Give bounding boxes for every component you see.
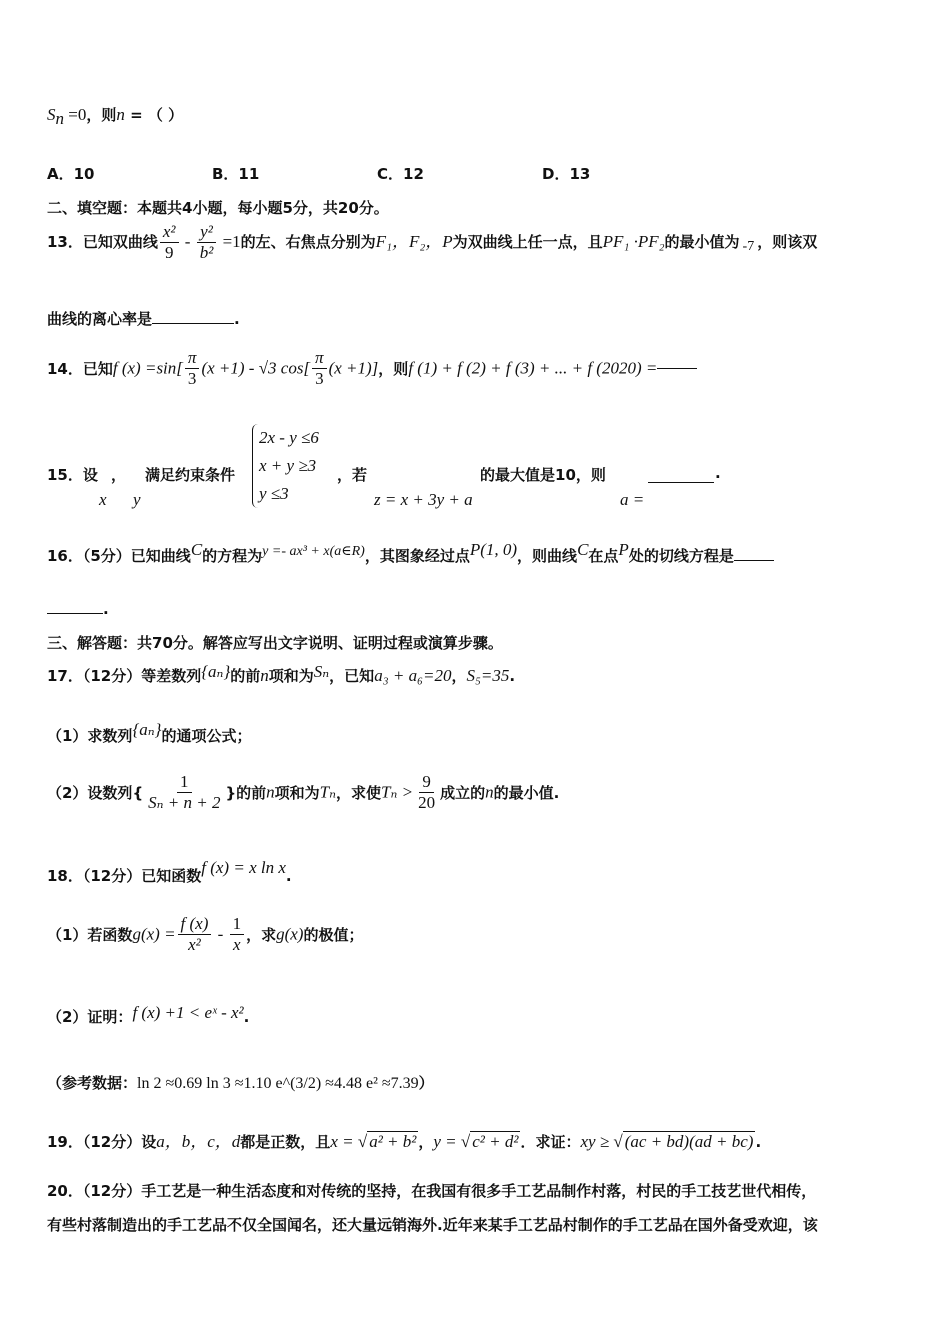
q19-text2: ．求证： xyxy=(520,1133,581,1151)
q16-text2: ，其图象经过点 xyxy=(364,547,470,565)
q15-x: x xyxy=(99,490,107,509)
q18-p2-ineq: f (x) +1 < eˣ - x² xyxy=(132,1003,244,1022)
section-2-heading: 二、填空题：本题共4小题，每小题5分，共20分。 xyxy=(47,199,389,217)
q17-p2-e: 成立的 xyxy=(440,784,486,802)
q16-C: C xyxy=(190,540,203,559)
q13-frac-y xyxy=(197,222,217,263)
q18-end: . xyxy=(285,867,292,885)
q19-x-radicand: a² + b² xyxy=(369,1132,417,1151)
q17-cond2: S₅=35 xyxy=(466,666,510,685)
question-19 xyxy=(47,1127,761,1152)
q15-text3: 的最大值是10，则 xyxy=(480,466,606,484)
q14-pi2-num: π xyxy=(312,348,327,369)
q16-text3: ，则曲线 xyxy=(517,547,578,565)
option-d: D．13 xyxy=(542,165,591,183)
q18-f: f (x) = x ln x xyxy=(201,858,286,877)
q13-frac-x-den: 9 xyxy=(164,243,174,262)
q18-p1-b: ，求 xyxy=(246,926,277,944)
q16-end: . xyxy=(103,600,109,618)
q13-end: . xyxy=(234,310,240,328)
q17-p1-tail: 的通项公式； xyxy=(161,727,252,745)
q16-P: P(1, 0) xyxy=(469,540,518,559)
q17-num: 17．（12分）等差数列 xyxy=(47,667,202,685)
q17-p2-text: （2）设数列{ xyxy=(47,784,144,802)
q16-C2: C xyxy=(577,540,589,559)
q18-gx: g(x) xyxy=(276,924,304,944)
q14-pi1-num: π xyxy=(185,348,200,369)
q16-line2 xyxy=(47,600,109,618)
q13-frac-x-num: x² xyxy=(160,222,179,243)
q15-constraint-system xyxy=(252,424,323,508)
q19-ineq-radical: √ xyxy=(613,1132,623,1151)
q13-text4: ，则该双 xyxy=(757,233,818,251)
question-20-line-1: 20．（12分）手工艺是一种生活态度和对传统的坚持，在我国有很多手工艺品制作村落，村民的手工技艺世代相传， xyxy=(47,1182,817,1200)
q14-blank[interactable] xyxy=(657,368,697,369)
q18-num: 18．（12分）已知函数 xyxy=(47,867,202,885)
q17-p2-b: }的前 xyxy=(225,784,267,802)
math-n: n xyxy=(116,105,125,124)
q13-text3: 的最小值为 xyxy=(664,233,740,251)
question-20-line-2: 有些村落制造出的手工艺品不仅全国闻名，还大量远销海外.近年来某手工艺品村制作的手工艺品在国外备受欢迎，该 xyxy=(47,1216,818,1234)
q19-num: 19．（12分）设 xyxy=(47,1133,157,1151)
q13-line2 xyxy=(47,308,240,329)
q13-frac-x xyxy=(160,222,179,263)
q18-g-frac1 xyxy=(178,914,212,955)
q17-p2-frac2 xyxy=(415,772,438,813)
q14-frac-pi-1 xyxy=(185,348,200,389)
q18-g-frac1-num: f (x) xyxy=(178,914,212,935)
paren: = （ ） xyxy=(124,106,184,124)
q14-frac-pi-2 xyxy=(312,348,327,389)
q19-y: y = xyxy=(433,1132,461,1151)
q14-f3: (x +1)] xyxy=(328,358,379,378)
q13-dot: PF₁ ·PF₂ xyxy=(602,232,665,251)
q13-eq1: =1 xyxy=(218,232,241,251)
q14-pi2-den: 3 xyxy=(315,369,324,388)
q17-p2-d: ，求使 xyxy=(336,784,382,802)
q15-a: a = xyxy=(620,490,645,509)
q17-p2-n: n xyxy=(266,782,275,802)
q17-n: n xyxy=(260,666,269,685)
q13-num: 13．已知双曲线 xyxy=(47,233,158,251)
q18-ref-end: ） xyxy=(418,1074,434,1092)
q17-p2-T: Tₙ xyxy=(319,782,337,802)
q14-text: ，则 xyxy=(378,360,409,378)
q13-text2: 为双曲线上任一点，且 xyxy=(452,233,603,251)
q13-text1: 的左、右焦点分别为 xyxy=(240,233,376,251)
q15-text1: 满足约束条件 xyxy=(145,466,236,484)
q19-y-radical: √ xyxy=(460,1132,471,1151)
q16-blank-2[interactable] xyxy=(47,613,103,614)
q13-foci: F₁，F₂，P xyxy=(375,232,453,251)
q19-vars: a，b，c，d xyxy=(156,1132,241,1151)
q14-f2: (x +1) - √3 cos[ xyxy=(201,358,311,378)
q19-y-radicand: c² + d² xyxy=(472,1132,519,1151)
q18-g-frac2-den: x xyxy=(233,935,241,954)
q19-x-radical: √ xyxy=(357,1132,368,1151)
q17-p2-ineq: Tₙ > xyxy=(381,782,414,802)
q18-part-2 xyxy=(47,1003,249,1027)
q15-end: . xyxy=(715,464,721,482)
question-17 xyxy=(47,662,515,686)
q17-p2-n2: n xyxy=(485,782,494,802)
math-S: S xyxy=(47,105,56,124)
q14-sum: f (1) + f (2) + f (3) + ... + f (2020) = xyxy=(408,358,658,378)
q15-y: y xyxy=(133,490,141,509)
q19-x: x = xyxy=(330,1132,358,1151)
q13-blank[interactable] xyxy=(152,323,234,324)
q17-end: . xyxy=(509,667,516,685)
q17-text2: 项和为 xyxy=(268,667,314,685)
q15-blank[interactable] xyxy=(648,464,714,483)
q15-text2: ，若 xyxy=(337,466,368,484)
q18-g-frac1-den: x² xyxy=(188,935,201,954)
q17-Sn: Sₙ xyxy=(313,662,330,681)
q17-p2-frac xyxy=(145,772,223,813)
q13-frac-y-num: y² xyxy=(197,222,216,243)
q15-num: 15．设 xyxy=(47,466,98,484)
q17-an: {aₙ} xyxy=(201,662,231,681)
q19-ineq-radicand: (ac + bd)(ad + bc) xyxy=(624,1132,754,1151)
q18-reference xyxy=(47,1072,434,1093)
q17-p1-text: （1）求数列 xyxy=(47,727,133,745)
q17-p2-frac2-num: 9 xyxy=(419,772,434,793)
q18-g-frac2-num: 1 xyxy=(230,914,245,935)
q18-g-frac2 xyxy=(230,914,245,955)
q17-p2-c: 项和为 xyxy=(274,784,320,802)
q18-p2-end: . xyxy=(243,1008,250,1026)
q17-p2-frac2-den: 20 xyxy=(418,793,436,812)
q14-pi1-den: 3 xyxy=(187,369,197,388)
q15-constraint-2: x + y ≥3 xyxy=(259,456,317,475)
q15-constraint-1: 2x - y ≤6 xyxy=(259,428,319,447)
q17-p2-frac-num: 1 xyxy=(177,772,192,793)
q18-gminus: - xyxy=(213,924,228,944)
q17-text3: ，已知 xyxy=(329,667,375,685)
q17-text1: 的前 xyxy=(230,667,261,685)
q19-end: . xyxy=(755,1133,762,1151)
q17-cond1: a₃ + a₆=20 xyxy=(374,666,452,685)
question-14 xyxy=(47,348,697,389)
q16-text5: 处的切线方程是 xyxy=(628,547,734,565)
q17-part-2 xyxy=(47,772,559,813)
q18-p1-text: （1）若函数 xyxy=(47,926,133,944)
q17-p2-f: 的最小值. xyxy=(493,784,560,802)
question-18 xyxy=(47,858,292,886)
q15-comma1: ， xyxy=(111,466,127,484)
q13-line2-text: 曲线的离心率是 xyxy=(47,310,153,328)
q18-p2-text: （2）证明： xyxy=(47,1008,133,1026)
section-3-heading: 三、解答题：共70分。解答应写出文字说明、证明过程或演算步骤。 xyxy=(47,634,503,652)
q16-eq: y =- ax³ + x(a∈R) xyxy=(262,544,365,559)
q14-f1: f (x) =sin[ xyxy=(112,358,183,378)
q17-comma: ， xyxy=(451,667,467,685)
option-c: C．12 xyxy=(377,165,424,183)
q19-ineq: xy ≥ xyxy=(580,1132,614,1151)
q15-constraint-3: y ≤3 xyxy=(259,484,289,503)
q16-text4: 在点 xyxy=(588,547,619,565)
q18-ref-label: （参考数据： xyxy=(47,1074,138,1092)
q16-num: 16．（5分）已知曲线 xyxy=(47,547,191,565)
q17-p2-frac-den: Sₙ + n + 2 xyxy=(148,793,221,812)
question-13 xyxy=(47,222,817,263)
q17-p1-an: {aₙ} xyxy=(132,720,162,739)
q13-minus: - xyxy=(180,232,195,251)
q19-text1: 都是正数，且 xyxy=(240,1133,331,1151)
q18-ref-values: ln 2 ≈0.69 ln 3 ≈1.10 e^(3/2) ≈4.48 e² ≈7.39 xyxy=(137,1075,419,1092)
q18-p1-c: 的极值； xyxy=(303,926,364,944)
q16-blank-1[interactable] xyxy=(734,560,774,561)
option-b: B．11 xyxy=(212,165,260,183)
q16-P2: P xyxy=(618,540,629,559)
q18-g: g(x) = xyxy=(132,924,176,944)
q12-tail xyxy=(47,104,183,129)
q17-part-1 xyxy=(47,720,251,746)
q19-comma: ， xyxy=(418,1133,434,1151)
q18-part-1 xyxy=(47,914,363,955)
math-eq0: =0 xyxy=(64,105,87,124)
q16-text1: 的方程为 xyxy=(202,547,263,565)
q14-num: 14．已知 xyxy=(47,360,113,378)
q13-minval: -7 xyxy=(742,239,755,254)
q15-z: z = x + 3y + a xyxy=(374,490,473,509)
text-then: ，则 xyxy=(86,106,117,124)
option-a: A．10 xyxy=(47,165,95,183)
q13-frac-y-den: b² xyxy=(199,243,214,262)
question-16 xyxy=(47,540,774,566)
math-sub-n: n xyxy=(55,109,64,128)
